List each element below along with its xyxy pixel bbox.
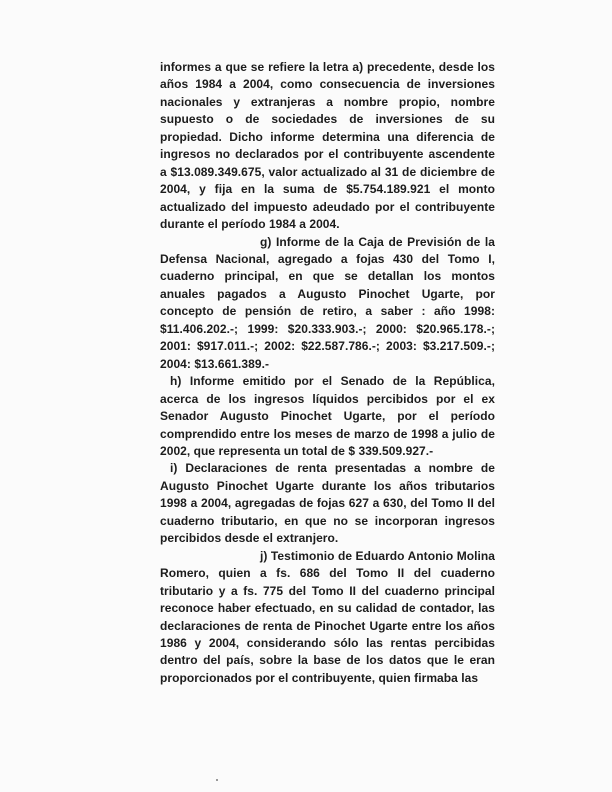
paragraph-i-declaraciones-renta: i) Declaraciones de renta presentadas a nombre de Augusto Pinochet Ugarte durante los años tributarios 1998 a 2004, agregadas de fojas 627 a 630, del Tomo II del cuaderno tributario, en que no se incorporan ingresos percibidos desde el extranjero.: [160, 461, 495, 546]
scan-speck: [216, 779, 218, 781]
text-column: [160, 59, 495, 687]
paragraph-g-caja-prevision: g) Informe de la Caja de Previsión de la Defensa Nacional, agregado a fojas 430 del Tomo I, cuaderno principal, en que se detallan los montos anuales pagados a Augusto Pinochet Ugarte, por concepto de pensión de retiro, a saber : año 1998: $11.406.202.-; 1999: $20.333.903.-; 2000: $20.965.178.-; 2001: $917.011.-; 2002: $22.587.786.-; 2003: $3.217.509.-; 2004: $13.661.389.-: [160, 234, 495, 371]
paragraph-informes-letra-a: informes a que se refiere la letra a) precedente, desde los años 1984 a 2004, como consecuencia de inversiones nacionales y extranjeras a nombre propio, nombre supuesto o de sociedades de inversiones de su propiedad. Dicho informe determina una diferencia de ingresos no declarados por el contribuyente ascendente a $13.089.349.675, valor actualizado al 31 de diciembre de 2004, y fija en la suma de $5.754.189.921 el monto actualizado del impuesto adeudado por el contribuyente durante el período 1984 a 2004.: [160, 60, 495, 232]
paragraph-h-senado: h) Informe emitido por el Senado de la República, acerca de los ingresos líquidos percibidos por el ex Senador Augusto Pinochet Ugarte, por el período comprendido entre los meses de marzo de 1998 a julio de 2002, que representa un total de $ 339.509.927.-: [160, 374, 495, 458]
paragraph-j-testimonio: j) Testimonio de Eduardo Antonio Molina Romero, quien a fs. 686 del Tomo II del cuaderno tributario y a fs. 775 del Tomo II del cuaderno principal reconoce haber efectuado, en su calidad de contador, las declaraciones de renta de Pinochet Ugarte entre los años 1986 y 2004, considerando sólo las rentas percibidas dentro del país, sobre la base de los datos que le eran proporcionados por el contribuyente, quien firmaba las: [160, 548, 495, 685]
